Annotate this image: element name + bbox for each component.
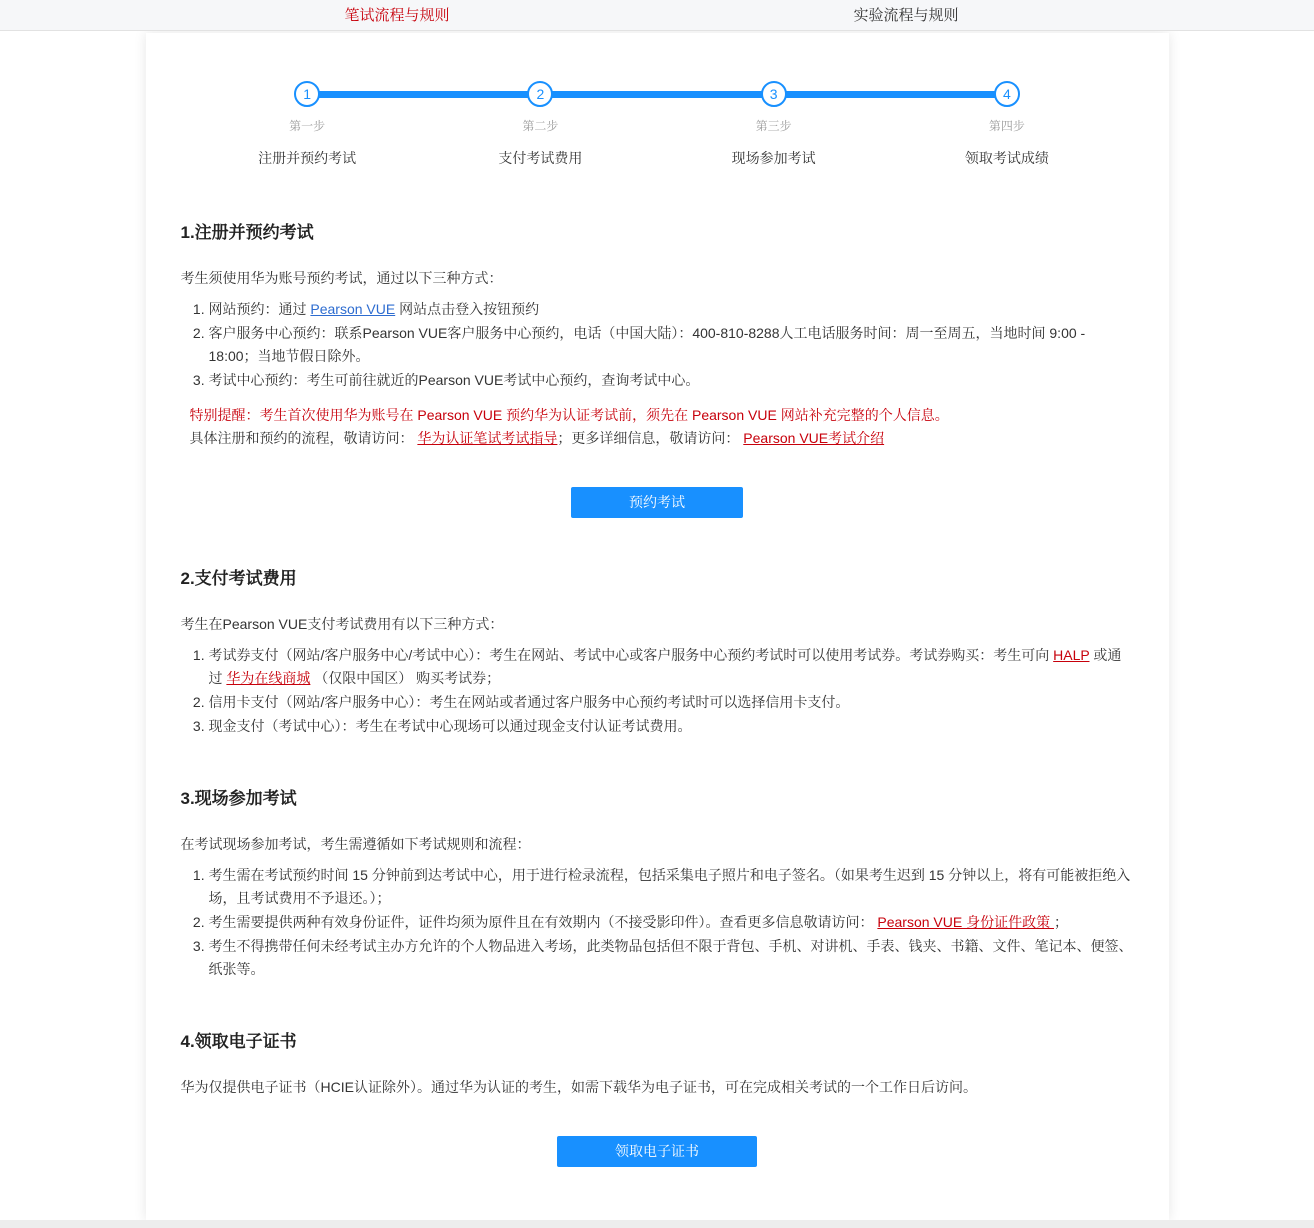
section-heading: 3.现场参加考试 [180,789,297,808]
inline-link[interactable]: 华为认证笔试考试指导 [417,430,558,446]
list-item [209,298,1134,321]
text-segment: 考生需在考试预约时间 15 分钟前到达考试中心，用于进行检录流程，包括采集电子照片和电子签名。（如果考生迟到 15 分钟以上，将有可能被拒绝入场，且考试费用不予退还。）； [208,867,1131,906]
step-3-name: 第三步 [755,119,792,133]
step-3-circle-icon: 3 [761,81,787,107]
section-register [181,218,1134,518]
step-4 [890,81,1123,168]
list-item [209,715,1134,738]
text-segment: 或通过 [208,647,1122,686]
section-heading: 2.支付考试费用 [180,569,297,588]
text-segment: ； [1054,914,1068,930]
text-segment: 客户服务中心预约：联系Pearson VUE客户服务中心预约，电话（中国大陆）：400-810-8288人工电话服务时间：周一至周五，当地时间 9:00 - 18:00；当地节假日除外。 [208,325,1086,364]
step-4-circle-icon: 4 [994,81,1020,107]
note-line [190,427,1134,450]
text-segment: 信用卡支付（网站/客户服务中心）：考生在网站或者通过客户服务中心预约考试时可以选择信用卡支付。 [208,694,850,710]
text-segment: 考试中心预约：考生可前往就近的Pearson VUE考试中心预约，查询考试中心。 [208,372,700,388]
section-heading: 1.注册并预约考试 [180,223,314,242]
section-list [190,644,1134,738]
step-1-name: 第一步 [289,119,326,133]
section-notes [190,404,1134,450]
section-intro: 考生须使用华为账号预约考试，通过以下三种方式： [180,270,503,286]
list-item [209,864,1134,910]
inline-link[interactable]: Pearson VUE 身份证件政策 [877,914,1054,930]
section-heading: 4.领取电子证书 [180,1032,297,1051]
text-segment: 具体注册和预约的流程，敬请访问： [189,430,418,446]
list-item [209,644,1134,690]
inline-link[interactable]: HALP [1053,647,1090,663]
step-1 [191,81,424,168]
step-2 [424,81,657,168]
step-3-label: 现场参加考试 [731,150,816,166]
list-item [209,322,1134,368]
get-ecert-button[interactable]: 领取电子证书 [557,1136,757,1167]
text-segment: 现金支付（考试中心）：考生在考试中心现场可以通过现金支付认证考试费用。 [208,718,692,734]
step-1-circle-icon: 1 [294,81,320,107]
step-3 [657,81,890,168]
text-segment: 特别提醒：考生首次使用华为账号在 Pearson VUE 预约华为认证考试前，须先在 Pearson VUE 网站补充完整的个人信息。 [189,407,949,423]
section-intro: 考生在Pearson VUE支付考试费用有以下三种方式： [180,616,504,632]
tab-lab-exam-rules[interactable]: 实验流程与规则 [853,7,959,24]
step-1-label: 注册并预约考试 [258,150,357,166]
step-2-label: 支付考试费用 [498,150,583,166]
list-item [209,911,1134,934]
section-attend [181,784,1134,981]
list-item [209,935,1134,981]
inline-link[interactable]: 华为在线商城 [226,670,311,686]
text-segment: 网站预约：通过 [208,301,311,317]
text-segment: 考试券支付（网站/客户服务中心/考试中心）：考生在网站、考试中心或客户服务中心预约考试时可以使用考试券。考试券购买：考生可向 [208,647,1054,663]
list-item [209,369,1134,392]
button-row [181,487,1134,518]
tab-written-exam-rules[interactable]: 笔试流程与规则 [344,7,450,24]
sections-container [181,218,1134,1167]
inline-link[interactable]: Pearson VUE [310,301,396,317]
text-segment: （仅限中国区） 购买考试券； [310,670,501,686]
section-list [190,864,1134,981]
button-row [181,1136,1134,1167]
note-line [190,404,1134,427]
step-2-circle-icon: 2 [527,81,553,107]
section-intro: 在考试现场参加考试，考生需遵循如下考试规则和流程： [180,836,531,852]
top-tab-bar [0,0,1314,31]
text-segment: 考生需要提供两种有效身份证件，证件均须为原件且在有效期内（不接受影印件）。查看更多信息敬请访问： [208,914,878,930]
list-item [209,691,1134,714]
bottom-strip [0,1220,1314,1228]
inline-link[interactable]: Pearson VUE考试介绍 [743,430,885,446]
section-intro: 华为仅提供电子证书（HCIE认证除外）。通过华为认证的考生，如需下载华为电子证书，可在完成相关考试的一个工作日后访问。 [180,1079,977,1095]
step-4-name: 第四步 [988,119,1025,133]
text-segment: ；更多详细信息，敬请访问： [557,430,744,446]
section-list [190,298,1134,392]
text-segment: 考生不得携带任何未经考试主办方允许的个人物品进入考场，此类物品包括但不限于背包、手机、对讲机、手表、钱夹、书籍、文件、笔记本、便签、纸张等。 [208,938,1133,977]
book-exam-button[interactable]: 预约考试 [571,487,743,518]
exam-steps-stepper [191,81,1124,168]
section-pay [181,564,1134,738]
content-card [146,33,1169,1220]
text-segment: 网站点击登入按钮预约 [395,301,540,317]
section-cert [181,1027,1134,1167]
step-2-name: 第二步 [522,119,559,133]
step-4-label: 领取考试成绩 [964,150,1049,166]
